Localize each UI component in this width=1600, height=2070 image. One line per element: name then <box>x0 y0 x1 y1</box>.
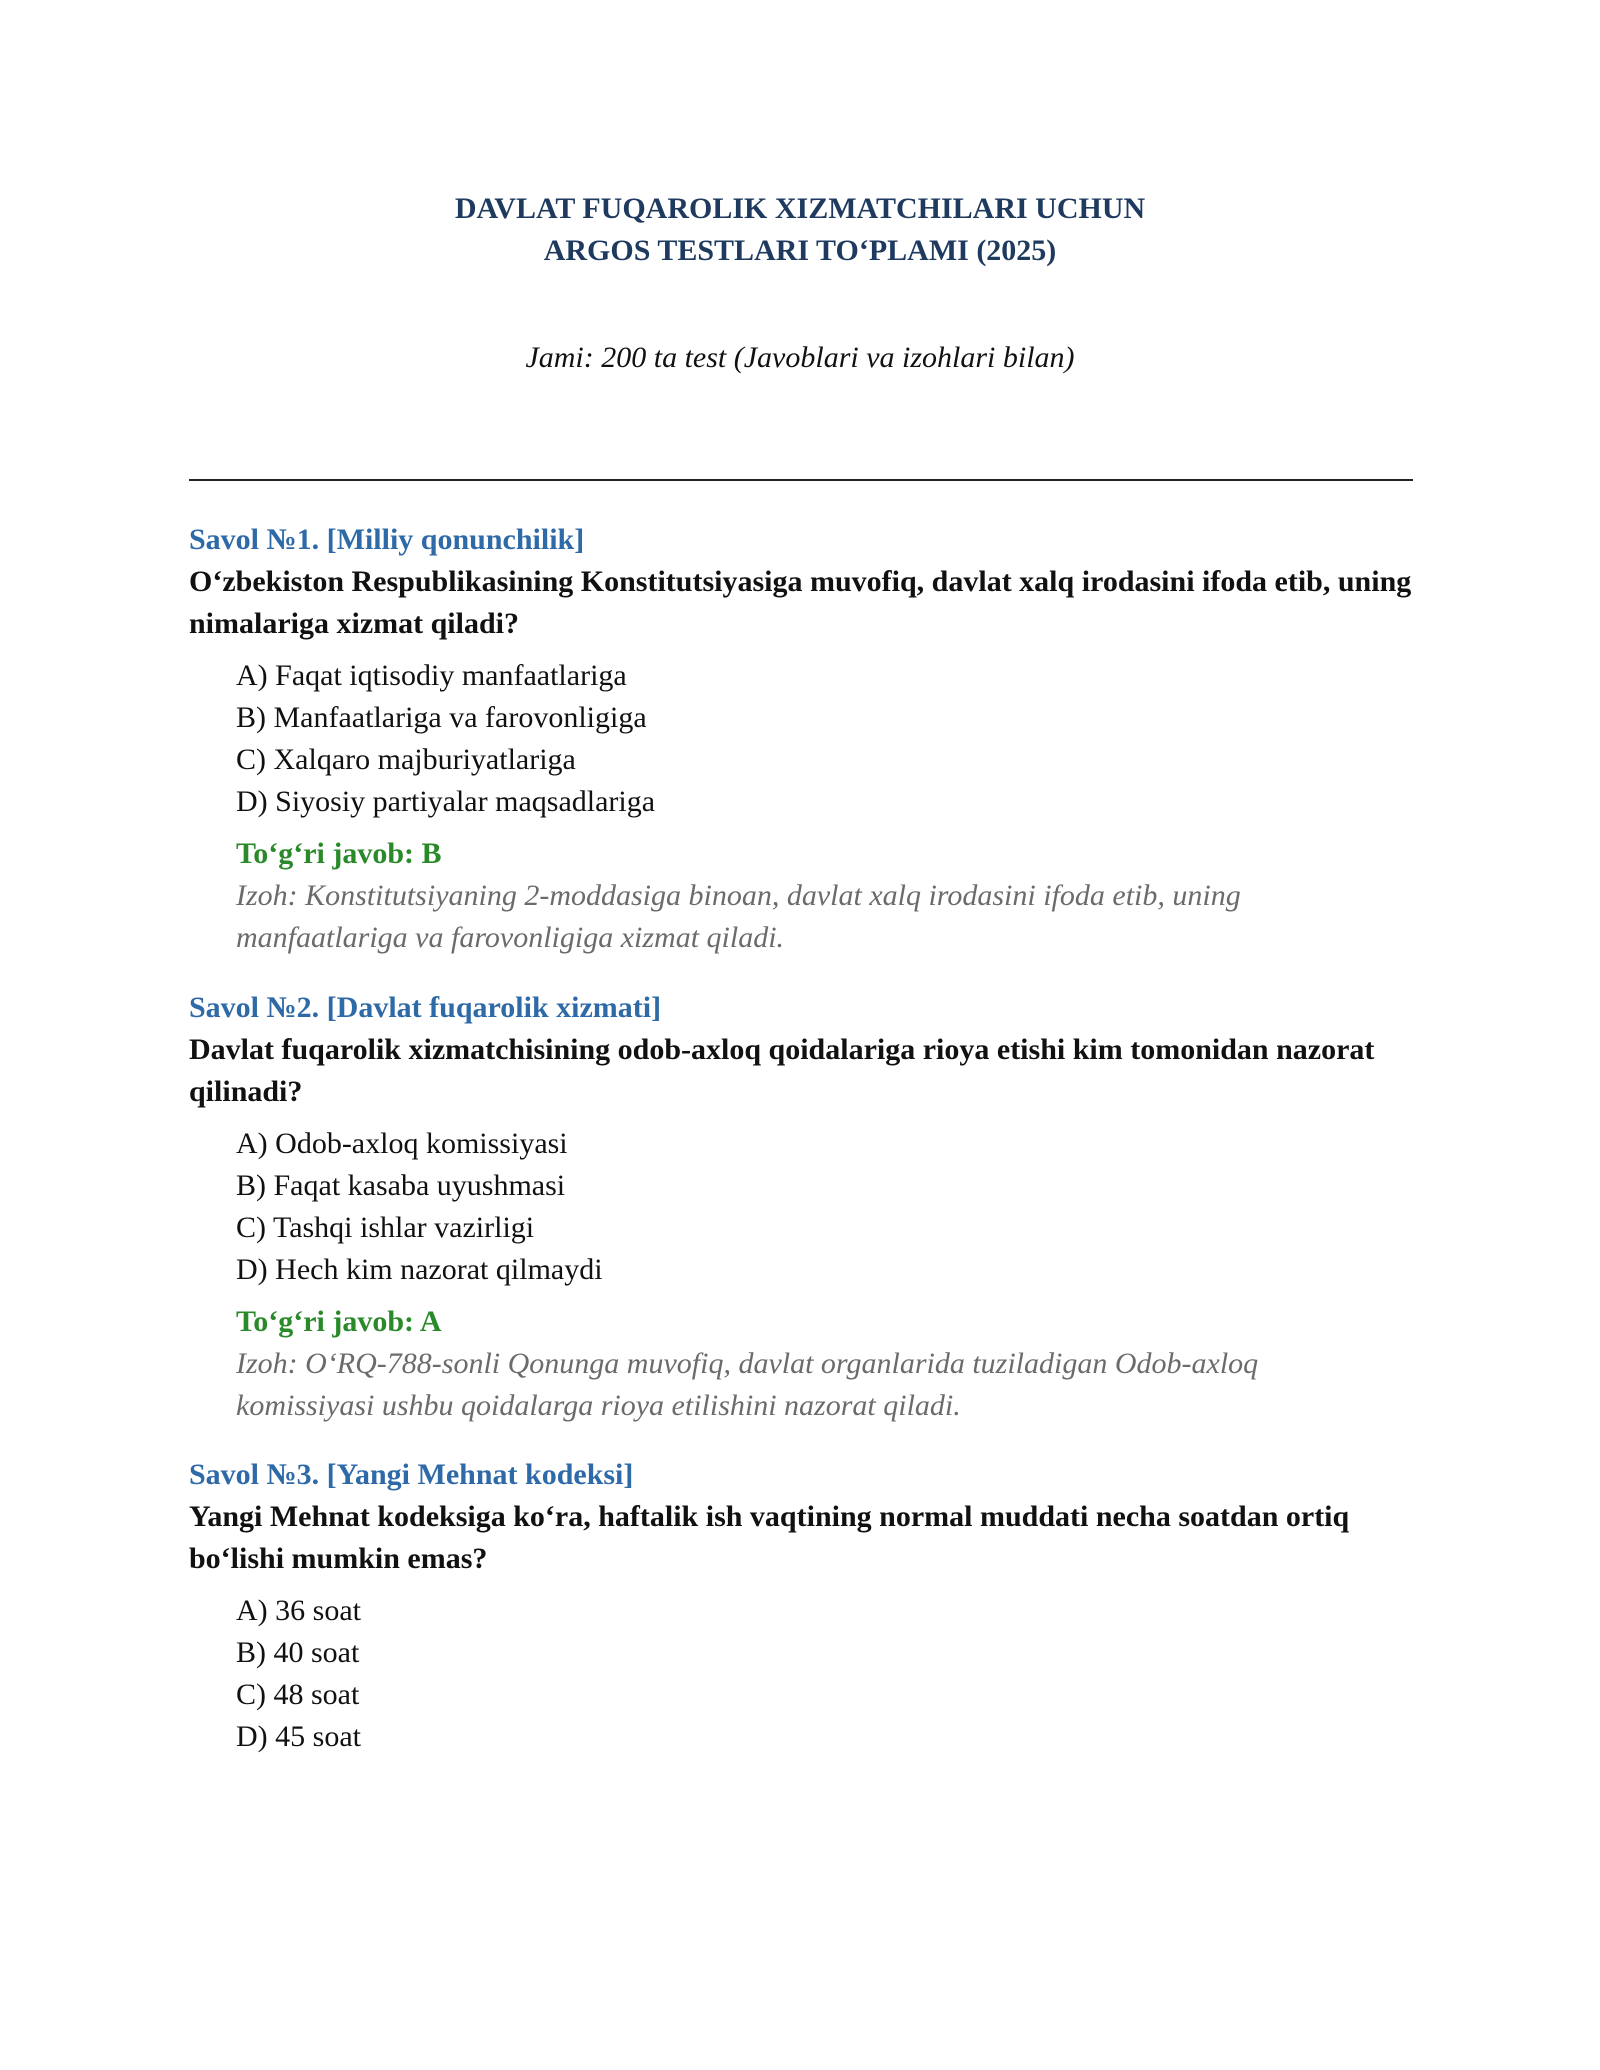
document-subtitle: Jami: 200 ta test (Javoblari va izohlari bilan) <box>525 341 1075 374</box>
question-text: O‘zbekiston Respublikasining Konstitutsiyasiga muvofiq, davlat xalq irodasini ifoda etib, uning nimalariga xizmat qiladi? <box>189 565 1412 640</box>
option-b: B) Manfaatlariga va farovonligiga <box>236 701 647 734</box>
option-b: B) Faqat kasaba uyushmasi <box>236 1169 566 1202</box>
option-a: A) Faqat iqtisodiy manfaatlariga <box>236 659 627 692</box>
answer-options <box>236 655 1429 823</box>
question-block <box>189 519 1429 959</box>
question-heading: Savol №2. [Davlat fuqarolik xizmati] <box>189 991 662 1024</box>
option-c: C) 48 soat <box>236 1678 360 1711</box>
answer-options <box>236 1590 1429 1758</box>
answer-options <box>236 1123 1429 1291</box>
option-a: A) Odob-axloq komissiyasi <box>236 1127 568 1160</box>
option-a: A) 36 soat <box>236 1594 361 1627</box>
document-title <box>0 188 1600 272</box>
title-line-2: ARGOS TESTLARI TO‘PLAMI (2025) <box>543 234 1057 267</box>
answer-explanation: Izoh: Konstitutsiyaning 2-moddasiga binoan, davlat xalq irodasini ifoda etib, uning manfaatlariga va farovonligiga xizmat qiladi. <box>236 879 1241 954</box>
question-block <box>189 987 1429 1427</box>
question-text: Davlat fuqarolik xizmatchisining odob-axloq qoidalariga rioya etishi kim tomonidan nazorat qilinadi? <box>189 1033 1375 1108</box>
question-heading: Savol №1. [Milliy qonunchilik] <box>189 523 585 556</box>
correct-answer: To‘g‘ri javob: A <box>236 1305 442 1338</box>
option-c: C) Xalqaro majburiyatlariga <box>236 743 576 776</box>
option-d: D) 45 soat <box>236 1720 361 1753</box>
correct-answer: To‘g‘ri javob: B <box>236 837 442 870</box>
option-b: B) 40 soat <box>236 1636 360 1669</box>
answer-explanation: Izoh: O‘RQ-788-sonli Qonunga muvofiq, davlat organlarida tuziladigan Odob-axloq komissiyasi ushbu qoidalarga rioya etilishini nazorat qiladi. <box>236 1347 1259 1422</box>
option-d: D) Siyosiy partiyalar maqsadlariga <box>236 785 656 818</box>
question-block <box>189 1454 1429 1758</box>
option-d: D) Hech kim nazorat qilmaydi <box>236 1253 603 1286</box>
question-heading: Savol №3. [Yangi Mehnat kodeksi] <box>189 1458 634 1491</box>
question-text: Yangi Mehnat kodeksiga ko‘ra, haftalik ish vaqtining normal muddati necha soatdan ortiq bo‘lishi mumkin emas? <box>189 1500 1350 1575</box>
horizontal-divider <box>189 479 1413 481</box>
title-line-1: DAVLAT FUQAROLIK XIZMATCHILARI UCHUN <box>454 192 1146 225</box>
option-c: C) Tashqi ishlar vazirligi <box>236 1211 535 1244</box>
